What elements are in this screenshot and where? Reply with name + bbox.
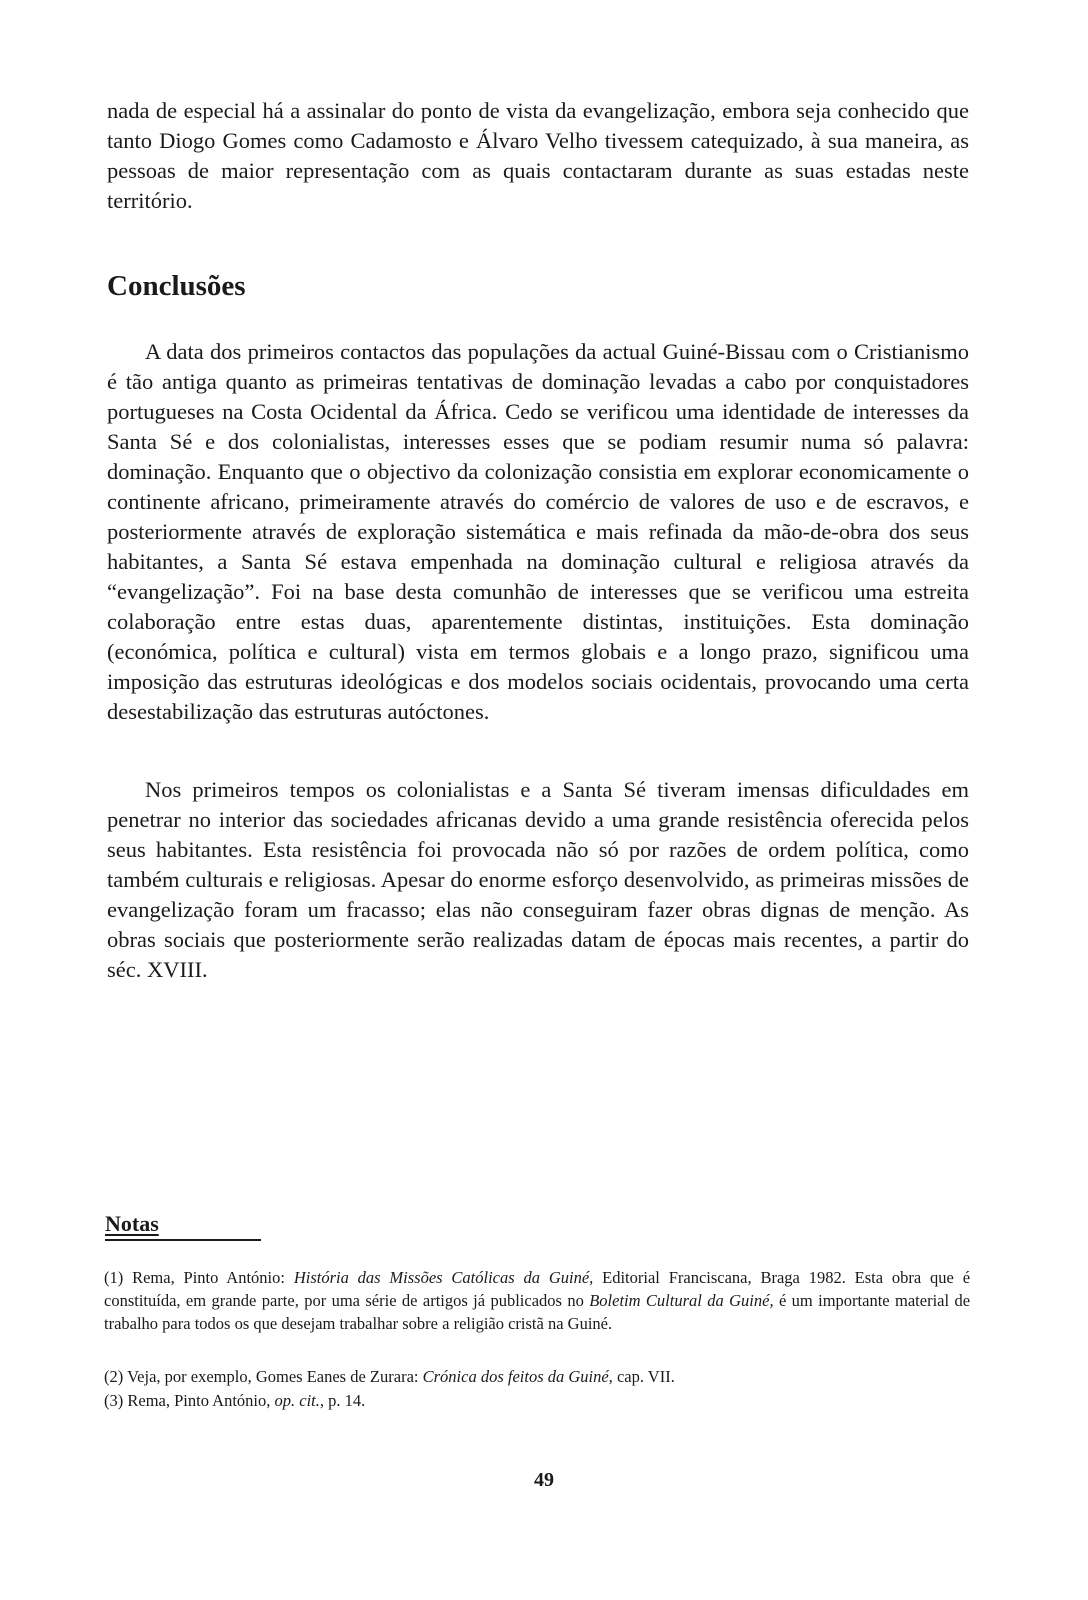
notes-underline-rule [105,1239,261,1241]
section-heading-conclusoes: Conclusões [107,270,246,302]
footnote-3-marker: (3) [104,1391,124,1410]
footnote-2-suffix: cap. VII. [616,1367,675,1386]
footnote-3-title: op. cit., [274,1391,325,1410]
footnote-1-author: Rema, Pinto António: [132,1268,285,1287]
footnote-1-journal: Boletim Cultural da Guiné, [589,1291,774,1310]
footnote-2-prefix: Veja, por exemplo, Gomes Eanes de Zurara: [127,1367,419,1386]
page-number: 49 [534,1469,554,1491]
footnote-3 [104,1389,970,1412]
footnote-1-title: História das Missões Católicas da Guiné, [293,1268,594,1287]
conclusion-paragraph-2: Nos primeiros tempos os colonialistas e a Santa Sé tiveram imensas dificuldades em penetrar no interior das sociedades africanas devido a uma grande resistência oferecida pelos seus habitantes. Esta resistência foi provocada não só por razões de ordem política, como também culturais e religiosas. Apesar do enorme esforço desenvolvido, as primeiras missões de evangelização foram um fracasso; elas não conseguiram fazer obras dignas de menção. As obras sociais que posteriormente serão realizadas datam de épocas mais recentes, a partir do séc. XVIII. [107,777,969,982]
footnote-2 [104,1365,970,1388]
footnote-2-title: Crónica dos feitos da Guiné, [422,1367,613,1386]
footnote-2-marker: (2) [104,1367,124,1386]
footnote-3-suffix: p. 14. [328,1391,366,1410]
footnote-1-marker: (1) [104,1268,124,1287]
footnote-1 [104,1266,970,1335]
footnote-1-text-b: é um importante material de trabalho para todos os que desejam trabalhar sobre a religião cristã na Guiné. [104,1291,971,1333]
notes-heading: Notas [105,1211,159,1236]
footnote-1-text-a: Editorial Franciscana, Braga 1982. Esta obra que é constituída, em grande parte, por uma série de artigos já publicados no [104,1268,971,1310]
intro-paragraph: nada de especial há a assinalar do ponto de vista da evangelização, embora seja conhecido que tanto Diogo Gomes como Cadamosto e Álvaro Velho tivessem catequizado, à sua maneira, as pessoas de maior representação com as quais contactaram durante as suas estadas neste território. [107,98,969,213]
conclusion-paragraph-1: A data dos primeiros contactos das populações da actual Guiné-Bissau com o Cristianismo é tão antiga quanto as primeiras tentativas de dominação levadas a cabo por conquistadores portugueses na Costa Ocidental da África. Cedo se verificou uma identidade de interesses da Santa Sé e dos colonialistas, interesses esses que se podiam resumir numa só palavra: dominação. Enquanto que o objectivo da colonização consistia em explorar economicamente o continente africano, primeiramente através do comércio de valores de uso e de escravos, e posteriormente através de exploração sistemática e mais refinada da mão-de-obra dos seus habitantes, a Santa Sé estava empenhada na dominação cultural e religiosa através da “evangelização”. Foi na base desta comunhão de interesses que se verificou uma estreita colaboração entre estas duas, aparentemente distintas, instituições. Esta dominação (económica, política e cultural) vista em termos globais e a longo prazo, significou uma imposição das estruturas ideológicas e dos modelos sociais ocidentais, provocando uma certa desestabilização das estruturas autóctones. [107,339,969,724]
footnote-3-prefix: Rema, Pinto António, [127,1391,271,1410]
